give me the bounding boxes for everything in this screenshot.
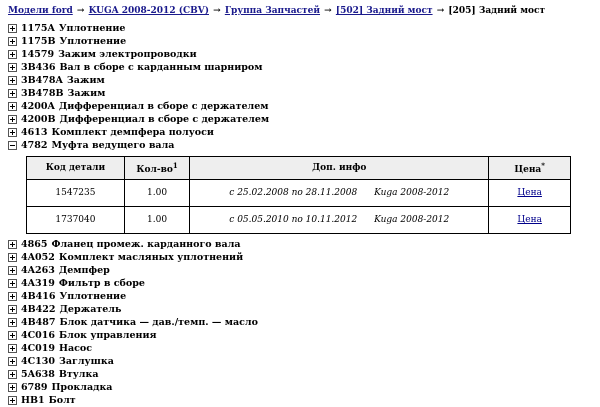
tree-node-title: Дифференциал в сборе с держателем — [58, 101, 269, 112]
tree-node[interactable] — [8, 394, 592, 407]
tree-node-title: Блок датчика — дав./темп. — масло — [59, 317, 258, 328]
expand-icon[interactable] — [8, 63, 17, 72]
breadcrumb-item-3[interactable]: [502] Задний мост — [335, 6, 433, 16]
column-header-qty — [124, 157, 189, 180]
cell-date-range: с 05.05.2010 по 10.11.2012 — [229, 215, 358, 225]
tree-node[interactable] — [8, 290, 592, 303]
tree-node-code: 4200B — [21, 114, 56, 125]
cell-model: Kuga 2008-2012 — [374, 188, 450, 198]
tree-node-code: 4B487 — [21, 317, 56, 328]
tree-node[interactable] — [8, 74, 592, 87]
cell-part-code: 1737040 — [27, 207, 125, 234]
column-header-code: Код детали — [27, 157, 125, 180]
tree-node[interactable] — [8, 87, 592, 100]
tree-node-title: Муфта ведущего вала — [51, 140, 175, 151]
breadcrumb-item-0[interactable]: Модели ford — [8, 6, 73, 16]
tree-node-code: 4613 — [21, 127, 48, 138]
breadcrumb-separator-1: → — [213, 6, 221, 16]
tree-node-code: 4B416 — [21, 291, 56, 302]
tree-node[interactable] — [8, 126, 592, 139]
expand-icon[interactable] — [8, 240, 17, 249]
breadcrumb — [8, 5, 592, 17]
tree-node-title: Насос — [59, 343, 93, 354]
tree-node-code: 4C130 — [21, 356, 56, 367]
cell-quantity: 1.00 — [124, 180, 189, 207]
tree-node-title: Заглушка — [59, 356, 114, 367]
expand-icon[interactable] — [8, 89, 17, 98]
breadcrumb-item-4: [205] Задний мост — [448, 6, 546, 16]
tree-node[interactable] — [8, 342, 592, 355]
expand-icon[interactable] — [8, 357, 17, 366]
column-header-price — [489, 157, 571, 180]
tree-node-code: 4782 — [21, 140, 48, 151]
tree-node-code: 4A263 — [21, 265, 55, 276]
cell-extra-info — [190, 180, 489, 207]
cell-extra-info — [190, 207, 489, 234]
price-link[interactable]: Цена — [517, 188, 542, 198]
expand-icon[interactable] — [8, 253, 17, 262]
tree-node-code: 4200A — [21, 101, 55, 112]
tree-node-title: Комплект масляных уплотнений — [58, 252, 244, 263]
tree-node[interactable] — [8, 329, 592, 342]
expand-icon[interactable] — [8, 344, 17, 353]
tree-node-title: Вал в сборе с карданным шарниром — [59, 62, 263, 73]
column-header-price-footnote: * — [541, 161, 545, 170]
tree-node-title: Комплект демпфера полуоси — [51, 127, 214, 138]
column-header-qty-label: Кол-во — [136, 165, 173, 175]
tree-node-title: Уплотнение — [59, 36, 127, 47]
expand-icon[interactable] — [8, 266, 17, 275]
tree-node[interactable] — [8, 303, 592, 316]
price-link[interactable]: Цена — [517, 215, 542, 225]
expand-icon[interactable] — [8, 76, 17, 85]
breadcrumb-separator-3: → — [436, 6, 445, 16]
breadcrumb-item-1[interactable]: KUGA 2008-2012 (CBV) — [88, 6, 209, 16]
tree-node-code: 4A052 — [21, 252, 55, 263]
tree-node-title: Зажим — [67, 88, 106, 99]
tree-node[interactable] — [8, 48, 592, 61]
tree-node-code: 4865 — [21, 239, 48, 250]
cell-date-range: с 25.02.2008 по 28.11.2008 — [229, 188, 358, 198]
table-row[interactable] — [27, 180, 571, 207]
tree-node[interactable] — [8, 113, 592, 126]
expand-icon[interactable] — [8, 115, 17, 124]
expand-icon[interactable] — [8, 305, 17, 314]
tree-node-title: Зажим электропроводки — [58, 49, 197, 60]
tree-node-code: 5A638 — [21, 369, 55, 380]
tree-node[interactable] — [8, 368, 592, 381]
tree-node-code: 4C019 — [21, 343, 56, 354]
cell-quantity: 1.00 — [124, 207, 189, 234]
column-header-price-label: Цена — [514, 165, 542, 175]
column-header-qty-footnote: 1 — [172, 161, 178, 170]
tree-node[interactable] — [8, 316, 592, 329]
tree-node-code: 4C016 — [21, 330, 56, 341]
tree-node-title: Втулка — [58, 369, 99, 380]
tree-node-code: 3B478A — [21, 75, 63, 86]
tree-node-code: 6789 — [21, 382, 48, 393]
expand-icon[interactable] — [8, 370, 17, 379]
expand-icon[interactable] — [8, 279, 17, 288]
tree-node-code: 4A319 — [21, 278, 55, 289]
tree-node-title: Фильтр в сборе — [58, 278, 145, 289]
expand-icon[interactable] — [8, 331, 17, 340]
breadcrumb-separator-0: → — [76, 6, 85, 16]
cell-price — [489, 180, 571, 207]
tree-node[interactable] — [8, 100, 592, 113]
expand-icon[interactable] — [8, 383, 17, 392]
tree-node[interactable] — [8, 251, 592, 264]
tree-node-title: Болт — [48, 395, 76, 406]
tree-node[interactable] — [8, 264, 592, 277]
tree-node-title: Зажим — [66, 75, 105, 86]
breadcrumb-separator-2: → — [324, 6, 332, 16]
parts-tree-top — [8, 22, 592, 152]
tree-node-title: Держатель — [59, 304, 122, 315]
tree-node-code: 1175B — [21, 36, 56, 47]
tree-node-selected[interactable] — [8, 139, 592, 152]
parts-table — [26, 156, 571, 234]
tree-node[interactable] — [8, 381, 592, 394]
expand-icon[interactable] — [8, 128, 17, 137]
cell-model: Kuga 2008-2012 — [374, 215, 450, 225]
expand-icon[interactable] — [8, 396, 17, 405]
cell-part-code: 1547235 — [27, 180, 125, 207]
tree-node-title: Уплотнение — [59, 291, 127, 302]
expand-icon[interactable] — [8, 50, 17, 59]
tree-node-code: 3B436 — [21, 62, 56, 73]
tree-node-title: Уплотнение — [58, 23, 126, 34]
tree-node[interactable] — [8, 35, 592, 48]
expand-icon[interactable] — [8, 318, 17, 327]
tree-node[interactable] — [8, 61, 592, 74]
parts-tree-bottom — [8, 238, 592, 407]
tree-node-title: Прокладка — [51, 382, 113, 393]
tree-node[interactable] — [8, 355, 592, 368]
tree-node-title: Блок управления — [59, 330, 157, 341]
table-row[interactable] — [27, 207, 571, 234]
tree-node-code: 3B478B — [21, 88, 64, 99]
tree-node-title: Демпфер — [58, 265, 110, 276]
tree-node-title: Дифференциал в сборе с держателем — [59, 114, 270, 125]
cell-price — [489, 207, 571, 234]
tree-node-code: 4B422 — [21, 304, 56, 315]
column-header-info: Доп. инфо — [190, 157, 489, 180]
breadcrumb-item-2[interactable]: Группа Запчастей — [224, 6, 321, 16]
tree-node-title: Фланец промеж. карданного вала — [51, 239, 241, 250]
expand-icon[interactable] — [8, 292, 17, 301]
tree-node-code: 1175A — [21, 23, 55, 34]
tree-node-code: 14579 — [21, 49, 55, 60]
collapse-icon[interactable] — [8, 141, 17, 150]
table-header-row — [27, 157, 571, 180]
tree-node[interactable] — [8, 22, 592, 35]
tree-node-code: HB1 — [21, 395, 45, 406]
expand-icon[interactable] — [8, 37, 17, 46]
tree-node[interactable] — [8, 277, 592, 290]
expand-icon[interactable] — [8, 24, 17, 33]
expand-icon[interactable] — [8, 102, 17, 111]
parts-table-container — [26, 156, 571, 234]
tree-node[interactable] — [8, 238, 592, 251]
